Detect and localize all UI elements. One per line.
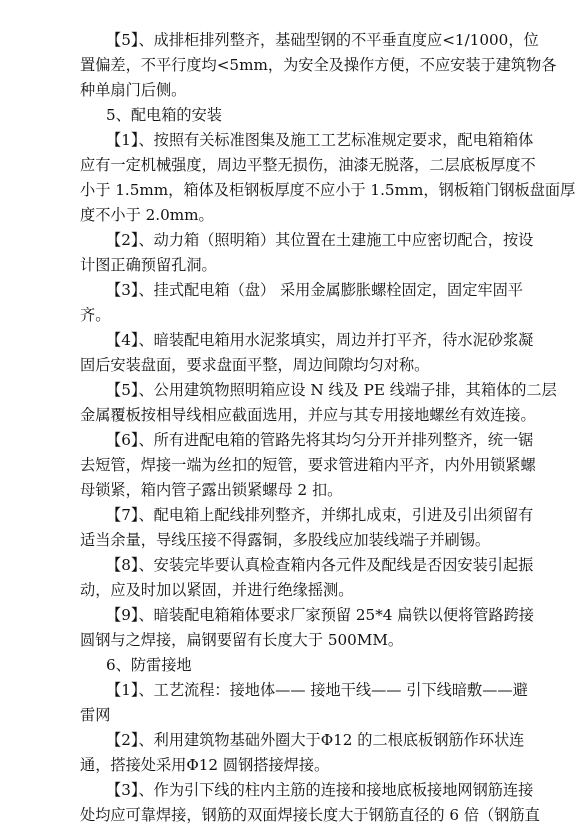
text-line: 【2】、动力箱（照明箱）其位置在土建施工中应密切配合，按设 — [106, 231, 534, 249]
text-line: 【7】、配电箱上配线排列整齐，并绑扎成束，引进及引出须留有 — [106, 506, 534, 524]
text-line: 【4】、暗装配电箱用水泥浆填实，周边并打平齐，待水泥砂浆凝 — [106, 331, 534, 349]
text-line: 小于 1.5mm，箱体及柜钢板厚度不应小于 1.5mm，钢板箱门钢板盘面厚 — [80, 181, 576, 199]
text-line: 动，应及时加以紧固，并进行绝缘摇测。 — [80, 581, 354, 599]
text-line: 种单扇门后侧。 — [80, 81, 187, 99]
text-line: 置偏差，不平行度均<5mm，为安全及操作方便，不应安装于建筑物各 — [80, 56, 557, 74]
text-line: 【9】、暗装配电箱箱体要求厂家预留 25*4 扁铁以便将管路跨接 — [106, 606, 534, 624]
text-line: 【3】、作为引下线的柱内主筋的连接和接地底板接地网钢筋连接 — [106, 781, 534, 799]
text-line: 金属覆板按相导线相应截面选用，并应与其专用接地螺丝有效连接。 — [80, 406, 536, 424]
text-line: 【1】、按照有关标准图集及施工工艺标准规定要求，配电箱箱体 — [106, 131, 534, 149]
text-line: 通，搭接处采用Φ12 圆钢搭接焊接。 — [80, 756, 330, 774]
text-line: 【5】、成排柜排列整齐，基础型钢的不平垂直度应<1/1000，位 — [106, 31, 539, 49]
section-heading: 5、配电箱的安装 — [106, 106, 222, 124]
text-line: 【1】、工艺流程：接地体—— 接地干线—— 引下线暗敷——避 — [106, 681, 528, 699]
text-line: 固后安装盘面，要求盘面平整，周边间隙均匀对称。 — [80, 356, 430, 374]
text-line: 度不小于 2.0mm。 — [80, 206, 214, 224]
text-line: 【3】、挂式配电箱（盘） 采用金属膨胀螺栓固定，固定牢固平 — [106, 281, 523, 299]
text-line: 雷网 — [80, 706, 111, 724]
text-line: 齐。 — [80, 306, 111, 324]
text-line: 【6】、所有进配电箱的管路先将其均匀分开并排列整齐，统一锯 — [106, 431, 534, 449]
text-line: 适当余量，导线压接不得露铜，多股线应加装线端子并刷锡。 — [80, 531, 491, 549]
text-line: 处均应可靠焊接，钢筋的双面焊接长度大于钢筋直径的 6 倍（钢筋直 — [80, 806, 540, 824]
text-line: 计图正确预留孔洞。 — [80, 256, 217, 274]
text-line: 【5】、公用建筑物照明箱应设 N 线及 PE 线端子排，其箱体的二层 — [106, 381, 557, 399]
text-line: 母锁紧，箱内管子露出锁紧螺母 2 扣。 — [80, 481, 343, 499]
text-line: 去短管，焊接一端为丝扣的短管，要求管进箱内平齐，内外用锁紧螺 — [80, 456, 536, 474]
section-heading: 6、防雷接地 — [106, 656, 192, 674]
text-line: 圆钢与之焊接，扁钢要留有长度大于 500MM。 — [80, 631, 404, 649]
text-line: 【2】、利用建筑物基础外圈大于Φ12 的二根底板钢筋作环状连 — [106, 731, 525, 749]
text-line: 【8】、安装完毕要认真检查箱内各元件及配线是否因安装引起振 — [106, 556, 534, 574]
text-line: 应有一定机械强度，周边平整无损伤，油漆无脱落，二层底板厚度不 — [80, 156, 536, 174]
